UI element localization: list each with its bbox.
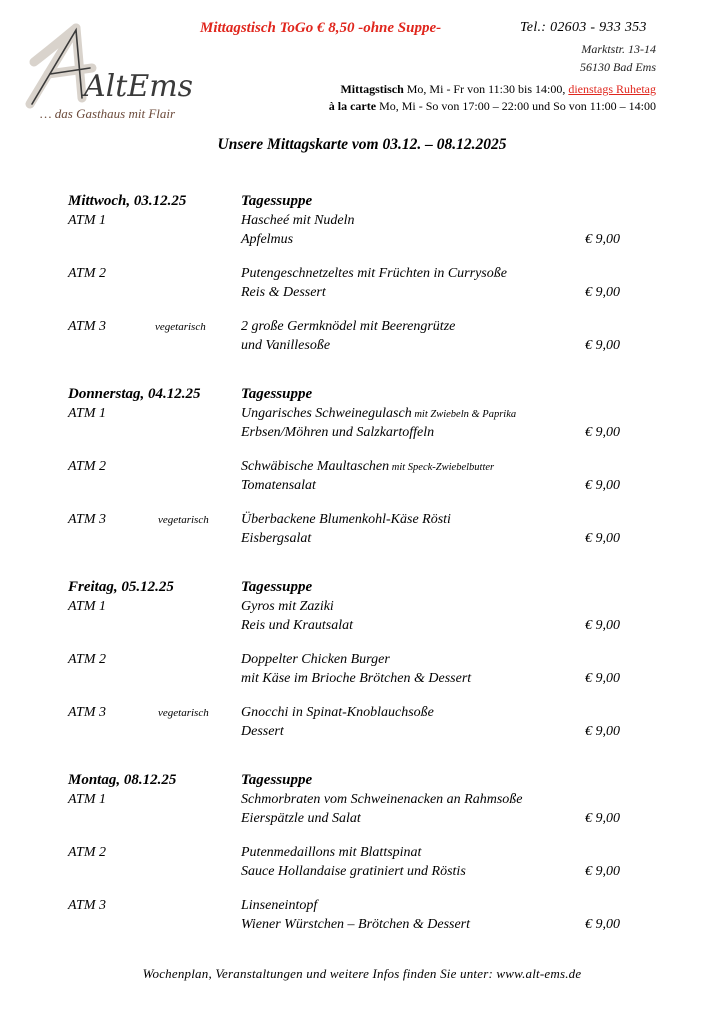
dish-line1: 2 große Germknödel mit Beerengrütze bbox=[241, 319, 456, 334]
dish-name: Ungarisches Schweinegulasch bbox=[241, 406, 412, 421]
hours-carte-label: à la carte bbox=[328, 99, 377, 113]
dish-line1: Hascheé mit Nudeln bbox=[241, 213, 355, 228]
soup-label: Tagessuppe bbox=[241, 386, 313, 402]
soup-label: Tagessuppe bbox=[241, 579, 313, 595]
dish-line2: Tomatensalat bbox=[241, 478, 316, 493]
menu-title: Unsere Mittagskarte vom 03.12. – 08.12.2025 bbox=[217, 136, 507, 153]
price: € 9,00 bbox=[585, 531, 620, 546]
dish-line1 bbox=[241, 459, 494, 475]
price: € 9,00 bbox=[585, 425, 620, 440]
item-label: ATM 1 bbox=[68, 213, 106, 228]
vegetarian-tag: vegetarisch bbox=[155, 321, 206, 333]
dish-line2: Wiener Würstchen – Brötchen & Dessert bbox=[241, 917, 471, 932]
price: € 9,00 bbox=[585, 671, 620, 686]
dish-line2: Reis und Krautsalat bbox=[241, 618, 354, 633]
item-label: ATM 3 bbox=[68, 512, 106, 527]
item-label: ATM 2 bbox=[68, 266, 106, 281]
dish-line2: Eierspätzle und Salat bbox=[241, 811, 361, 826]
dish-line1: Doppelter Chicken Burger bbox=[241, 652, 390, 667]
dish-line1: Putenmedaillons mit Blattspinat bbox=[241, 845, 422, 860]
dish-line1: Putengeschnetzeltes mit Früchten in Currysoße bbox=[241, 266, 507, 281]
price: € 9,00 bbox=[585, 618, 620, 633]
price: € 9,00 bbox=[585, 232, 620, 247]
item-label: ATM 3 bbox=[68, 319, 106, 334]
price: € 9,00 bbox=[585, 338, 620, 353]
closed-day: dienstags Ruhetag bbox=[568, 82, 656, 96]
dish-line1 bbox=[241, 406, 516, 422]
dish-line2: mit Käse im Brioche Brötchen & Dessert bbox=[241, 671, 472, 686]
price: € 9,00 bbox=[585, 478, 620, 493]
tagline: … das Gasthaus mit Flair bbox=[40, 106, 176, 121]
dish-line2: Sauce Hollandaise gratiniert und Röstis bbox=[241, 864, 466, 879]
dish-line2: Erbsen/Möhren und Salzkartoffeln bbox=[241, 425, 435, 440]
dish-line1: Linseneintopf bbox=[241, 898, 318, 913]
hours-lunch-text: Mo, Mi - Fr von 11:30 bis 14:00, bbox=[403, 82, 569, 96]
footer-note: Wochenplan, Veranstaltungen und weitere Infos finden Sie unter: www.alt-ems.de bbox=[142, 966, 582, 981]
vegetarian-tag: vegetarisch bbox=[158, 514, 209, 526]
dish-note: mit Zwiebeln & Paprika bbox=[411, 409, 517, 420]
soup-label: Tagessuppe bbox=[241, 772, 313, 788]
city: 56130 Bad Ems bbox=[580, 60, 656, 74]
dish-line1: Überbackene Blumenkohl-Käse Rösti bbox=[241, 512, 451, 527]
phone: Tel.: 02603 - 933 353 bbox=[520, 20, 647, 35]
hours-lunch-label: Mittagstisch bbox=[340, 82, 404, 96]
dish-line1: Gyros mit Zaziki bbox=[241, 599, 334, 614]
dish-line2: Eisbergsalat bbox=[241, 531, 312, 546]
day-heading: Mittwoch, 03.12.25 bbox=[68, 193, 187, 209]
day-heading: Freitag, 05.12.25 bbox=[68, 579, 174, 595]
dish-line2: Dessert bbox=[241, 724, 284, 739]
vegetarian-tag: vegetarisch bbox=[158, 707, 209, 719]
item-label: ATM 3 bbox=[68, 705, 106, 720]
price: € 9,00 bbox=[585, 724, 620, 739]
price: € 9,00 bbox=[585, 864, 620, 879]
item-label: ATM 2 bbox=[68, 845, 106, 860]
togo-offer: Mittagstisch ToGo € 8,50 -ohne Suppe- bbox=[200, 20, 442, 36]
price: € 9,00 bbox=[585, 811, 620, 826]
item-label: ATM 1 bbox=[68, 792, 106, 807]
item-label: ATM 2 bbox=[68, 652, 106, 667]
soup-label: Tagessuppe bbox=[241, 193, 313, 209]
dish-note: mit Speck-Zwiebelbutter bbox=[389, 462, 495, 473]
dish-line1: Schmorbraten vom Schweinenacken an Rahmsoße bbox=[241, 792, 523, 807]
price: € 9,00 bbox=[585, 285, 620, 300]
day-heading: Montag, 08.12.25 bbox=[68, 772, 177, 788]
dish-line2: Reis & Dessert bbox=[241, 285, 326, 300]
dish-line2: Apfelmus bbox=[241, 232, 294, 247]
hours-carte-text: Mo, Mi - So von 17:00 – 22:00 und So von 11:00 – 14:00 bbox=[376, 99, 656, 113]
item-label: ATM 1 bbox=[68, 406, 106, 421]
dish-line1: Gnocchi in Spinat-Knoblauchsoße bbox=[241, 705, 434, 720]
item-label: ATM 1 bbox=[68, 599, 106, 614]
item-label: ATM 2 bbox=[68, 459, 106, 474]
price: € 9,00 bbox=[585, 917, 620, 932]
hours-lunch bbox=[340, 82, 656, 97]
logo-text: AltEms bbox=[84, 69, 194, 104]
dish-line2: und Vanillesoße bbox=[241, 338, 331, 353]
dish-name: Schwäbische Maultaschen bbox=[241, 459, 390, 474]
hours-carte bbox=[329, 99, 656, 114]
street: Marktstr. 13-14 bbox=[581, 42, 656, 56]
item-label: ATM 3 bbox=[68, 898, 106, 913]
day-heading: Donnerstag, 04.12.25 bbox=[68, 386, 201, 402]
